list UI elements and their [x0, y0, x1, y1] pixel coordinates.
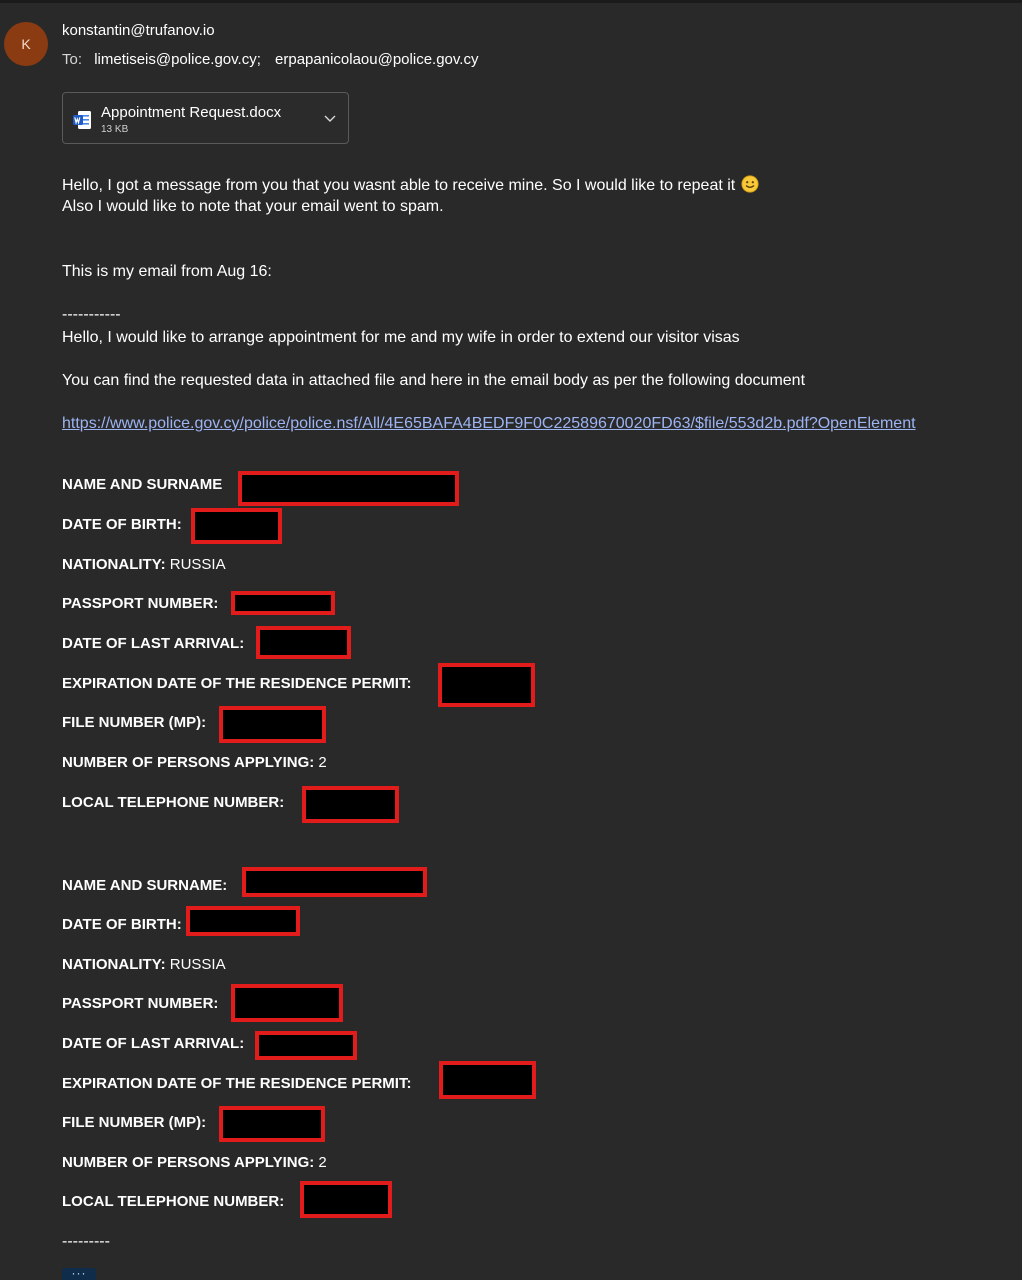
redaction-box: [219, 1106, 325, 1142]
window-top-border: [0, 0, 1022, 3]
recipient-1[interactable]: limetiseis@police.gov.cy;: [94, 51, 261, 68]
greeting-text: Hello, I got a message from you that you wasnt able to receive mine. So I would like to repeat it: [62, 177, 736, 194]
greeting-line: [62, 175, 759, 196]
file-label-2: FILE NUMBER (MP):: [62, 1114, 207, 1131]
nationality-value-1: RUSSIA: [165, 556, 226, 573]
persons-value-1: 2: [314, 754, 327, 771]
redaction-box: [438, 663, 535, 707]
redaction-box: [231, 591, 335, 615]
avatar-initial: K: [21, 36, 31, 52]
redaction-box: [191, 508, 282, 544]
to-label: To:: [62, 51, 83, 68]
redaction-box: [238, 471, 459, 506]
persons-field-2: [62, 1153, 327, 1173]
nationality-label-1: NATIONALITY:: [62, 556, 166, 573]
permit-label-1: EXPIRATION DATE OF THE RESIDENCE PERMIT:: [62, 675, 412, 692]
divider-top: -----------: [62, 306, 121, 323]
persons-label-2: NUMBER OF PERSONS APPLYING:: [62, 1154, 315, 1171]
sender-address[interactable]: konstantin@trufanov.io: [62, 22, 215, 39]
name-label-1: NAME AND SURNAME: [62, 476, 223, 493]
document-link-line: [62, 414, 916, 434]
redaction-box: [186, 906, 300, 936]
find-line: You can find the requested data in attached file and here in the email body as per the following document: [62, 372, 806, 389]
redaction-box: [439, 1061, 536, 1099]
redaction-box: [219, 706, 326, 743]
nationality-label-2: NATIONALITY:: [62, 956, 166, 973]
file-label-1: FILE NUMBER (MP):: [62, 714, 207, 731]
passport-label-1: PASSPORT NUMBER:: [62, 595, 219, 612]
arrival-label-1: DATE OF LAST ARRIVAL:: [62, 635, 245, 652]
attachment-card[interactable]: [62, 92, 349, 144]
phone-label-2: LOCAL TELEPHONE NUMBER:: [62, 1193, 285, 1210]
redaction-box: [231, 984, 343, 1022]
spam-line: Also I would like to note that your email went to spam.: [62, 198, 444, 215]
phone-label-1: LOCAL TELEPHONE NUMBER:: [62, 794, 285, 811]
dob-label-2: DATE OF BIRTH:: [62, 916, 182, 933]
dob-label-1: DATE OF BIRTH:: [62, 516, 182, 533]
smiley-emoji-icon: [741, 175, 759, 193]
redaction-box: [302, 786, 399, 823]
passport-label-2: PASSPORT NUMBER:: [62, 995, 219, 1012]
show-more-button[interactable]: ···: [62, 1268, 96, 1280]
recipients-line: [62, 51, 478, 68]
recipient-2[interactable]: erpapanicolaou@police.gov.cy: [275, 51, 479, 68]
chevron-down-icon[interactable]: [322, 110, 338, 126]
arrival-label-2: DATE OF LAST ARRIVAL:: [62, 1035, 245, 1052]
persons-label-1: NUMBER OF PERSONS APPLYING:: [62, 754, 315, 771]
redaction-box: [255, 1031, 357, 1060]
redaction-box: [256, 626, 351, 659]
name-label-2: NAME AND SURNAME:: [62, 877, 228, 894]
attachment-size: 13 KB: [101, 124, 129, 135]
permit-label-2: EXPIRATION DATE OF THE RESIDENCE PERMIT:: [62, 1075, 412, 1092]
divider-bottom: ---------: [62, 1233, 110, 1250]
from-line: This is my email from Aug 16:: [62, 263, 272, 280]
redaction-box: [300, 1181, 392, 1218]
word-document-icon: [72, 110, 92, 130]
document-link[interactable]: https://www.police.gov.cy/police/police.nsf/All/4E65BAFA4BEDF9F0C22589670020FD63/$file/553d2b.pdf?OpenElement: [62, 415, 916, 432]
persons-value-2: 2: [314, 1154, 327, 1171]
nationality-field-1: [62, 555, 226, 575]
persons-field-1: [62, 753, 327, 773]
arrange-line: Hello, I would like to arrange appointment for me and my wife in order to extend our visitor visas: [62, 329, 740, 346]
redaction-box: [242, 867, 427, 897]
nationality-value-2: RUSSIA: [165, 956, 226, 973]
attachment-name: Appointment Request.docx: [101, 104, 282, 121]
sender-avatar[interactable]: [4, 22, 48, 66]
nationality-field-2: [62, 955, 226, 975]
